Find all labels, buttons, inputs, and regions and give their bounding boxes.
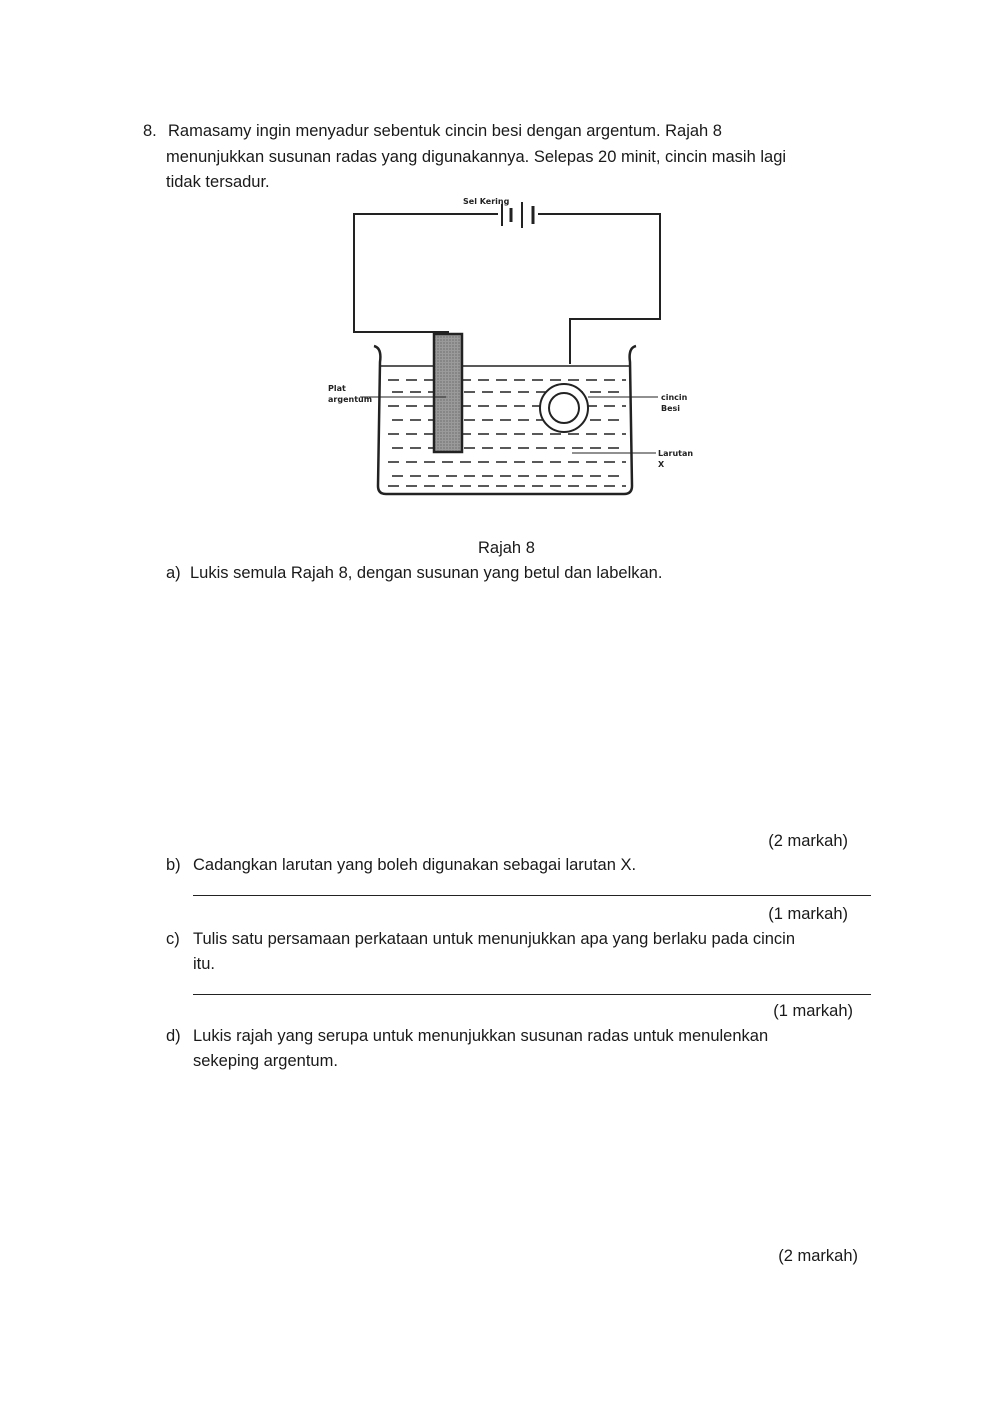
- question-stem-line-2: menunjukkan susunan radas yang digunakannya. Selepas 20 minit, cincin masih lagi: [166, 148, 787, 166]
- question-stem-line-3: tidak tersadur.: [166, 173, 270, 191]
- electroplating-diagram: [326, 192, 694, 504]
- question-stem-line-1: Ramasamy ingin menyadur sebentuk cincin besi dengan argentum. Rajah 8: [168, 122, 722, 140]
- part-c-answer-line[interactable]: [193, 994, 871, 995]
- solution-x: [388, 380, 626, 486]
- plate-label-1: Plat: [328, 384, 346, 393]
- part-c-text-2: itu.: [193, 955, 216, 973]
- solution-label-2: X: [658, 460, 665, 469]
- ring-label-1: cincin: [661, 393, 688, 402]
- cell-label: Sel Kering: [463, 197, 510, 206]
- part-b-label: b): [166, 856, 181, 874]
- wire-right: [538, 214, 660, 364]
- part-a-marks: (2 markah): [768, 832, 848, 850]
- part-d-text-2: sekeping argentum.: [193, 1052, 338, 1070]
- part-c-text-1: Tulis satu persamaan perkataan untuk menunjukkan apa yang berlaku pada cincin: [193, 930, 796, 948]
- part-b-text: Cadangkan larutan yang boleh digunakan sebagai larutan X.: [193, 856, 637, 874]
- plate-label-2: argentum: [328, 395, 373, 404]
- part-c-marks: (1 markah): [773, 1002, 853, 1020]
- wire-left: [354, 214, 498, 342]
- question-number: 8.: [143, 122, 157, 140]
- part-d-marks: (2 markah): [778, 1247, 858, 1265]
- silver-plate: [434, 334, 462, 452]
- part-a-label: a): [166, 564, 181, 582]
- part-d-text-1: Lukis rajah yang serupa untuk menunjukkan susunan radas untuk menulenkan: [193, 1027, 769, 1045]
- part-b-marks: (1 markah): [768, 905, 848, 923]
- ring-label-2: Besi: [661, 404, 681, 413]
- diagram-caption: Rajah 8: [478, 539, 535, 557]
- iron-ring-icon: [540, 384, 588, 432]
- part-a-text: Lukis semula Rajah 8, dengan susunan yang betul dan labelkan.: [190, 564, 663, 582]
- part-d-label: d): [166, 1027, 181, 1045]
- circuit-wires: [354, 214, 660, 364]
- part-b-answer-line[interactable]: [193, 895, 871, 896]
- solution-label-1: Larutan: [658, 449, 694, 458]
- part-c-label: c): [166, 930, 180, 948]
